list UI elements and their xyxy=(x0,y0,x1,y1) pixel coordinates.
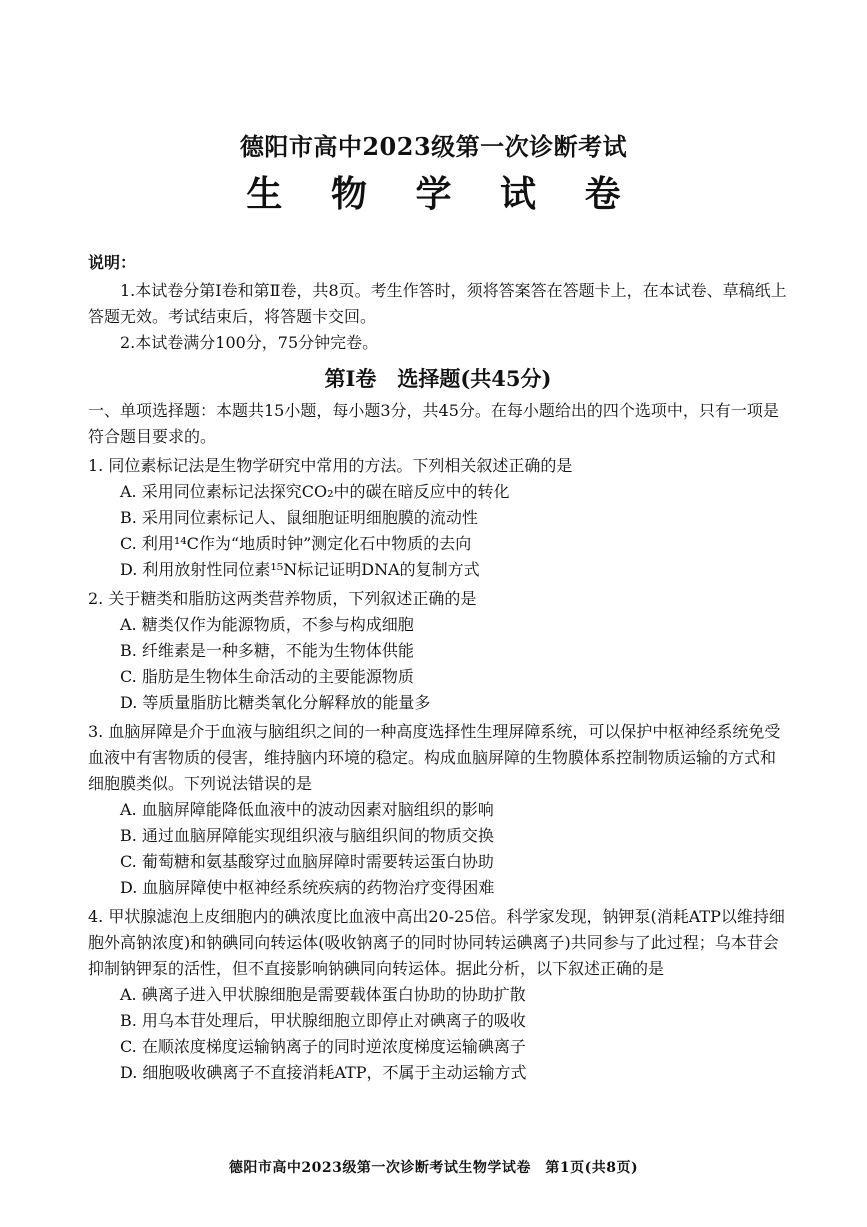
option-a: A. 血脑屏障能降低血液中的波动因素对脑组织的影响 xyxy=(120,800,494,819)
question-stem: 3. 血脑屏障是介于血液与脑组织之间的一种高度选择性生理屏障系统，可以保护中枢神经系统免受血液中有害物质的侵害，维持脑内环境的稳定。构成血脑屏障的生物膜体系控制物质运输的方式和细胞膜类似。下列说法错误的是 xyxy=(88,722,781,793)
exam-header xyxy=(0,130,867,218)
notice-item: 1.本试卷分第Ⅰ卷和第Ⅱ卷，共8页。考生作答时，须将答案答在答题卡上，在本试卷、草稿纸上答题无效。考试结束后，将答题卡交回。 xyxy=(88,281,787,326)
question-stem: 2. 关于糖类和脂肪这两类营养物质，下列叙述正确的是 xyxy=(88,589,477,608)
page-footer: 德阳市高中2023级第一次诊断考试生物学试卷 第1页(共8页) xyxy=(228,1160,639,1176)
option-d: D. 等质量脂肪比糖类氧化分解释放的能量多 xyxy=(120,693,431,712)
exam-body xyxy=(88,250,788,1086)
option-c: C. 葡萄糖和氨基酸穿过血脑屏障时需要转运蛋白协助 xyxy=(120,852,494,871)
option-a: A. 采用同位素标记法探究CO₂中的碳在暗反应中的转化 xyxy=(120,482,510,501)
question-1 xyxy=(88,453,788,583)
option-d: D. 血脑屏障使中枢神经系统疾病的药物治疗变得困难 xyxy=(120,878,495,897)
section-heading: 第Ⅰ卷 选择题(共45分) xyxy=(324,366,552,391)
exam-title: 生 物 学 试 卷 xyxy=(246,173,639,215)
question-stem: 1. 同位素标记法是生物学研究中常用的方法。下列相关叙述正确的是 xyxy=(88,456,573,475)
option-list xyxy=(88,797,788,901)
question-stem: 4. 甲状腺滤泡上皮细胞内的碘浓度比血液中高出20-25倍。科学家发现，钠钾泵(消耗ATP以维持细胞外高钠浓度)和钠碘同向转运体(吸收钠离子的同时协同转运碘离子)共同参与了此过程；乌本苷会抑制钠钾泵的活性，但不直接影响钠碘同向转运体。据此分析，以下叙述正确的是 xyxy=(88,907,785,978)
question-3 xyxy=(88,719,788,901)
option-c: C. 脂肪是生物体生命活动的主要能源物质 xyxy=(120,667,414,686)
option-b: B. 通过血脑屏障能实现组织液与脑组织间的物质交换 xyxy=(120,826,494,845)
option-d: D. 利用放射性同位素¹⁵N标记证明DNA的复制方式 xyxy=(120,560,480,579)
option-a: A. 碘离子进入甲状腺细胞是需要载体蛋白协助的协助扩散 xyxy=(120,985,526,1004)
notice-item: 2.本试卷满分100分，75分钟完卷。 xyxy=(120,333,379,352)
option-b: B. 采用同位素标记人、鼠细胞证明细胞膜的流动性 xyxy=(120,508,478,527)
option-list xyxy=(88,612,788,716)
exam-subtitle: 德阳市高中2023级第一次诊断考试 xyxy=(239,132,628,161)
question-2 xyxy=(88,586,788,716)
option-list xyxy=(88,479,788,583)
option-a: A. 糖类仅作为能源物质，不参与构成细胞 xyxy=(120,615,414,634)
section-intro: 一、单项选择题：本题共15小题，每小题3分，共45分。在每小题给出的四个选项中，只有一项是符合题目要求的。 xyxy=(88,401,779,446)
option-b: B. 纤维素是一种多糖，不能为生物体供能 xyxy=(120,641,414,660)
option-b: B. 用乌本苷处理后，甲状腺细胞立即停止对碘离子的吸收 xyxy=(120,1011,526,1030)
option-list xyxy=(88,982,788,1086)
question-4 xyxy=(88,904,788,1086)
notice-heading: 说明： xyxy=(88,253,137,272)
option-c: C. 在顺浓度梯度运输钠离子的同时逆浓度梯度运输碘离子 xyxy=(120,1037,526,1056)
option-c: C. 利用¹⁴C作为“地质时钟”测定化石中物质的去向 xyxy=(120,534,472,553)
option-d: D. 细胞吸收碘离子不直接消耗ATP，不属于主动运输方式 xyxy=(120,1063,527,1082)
